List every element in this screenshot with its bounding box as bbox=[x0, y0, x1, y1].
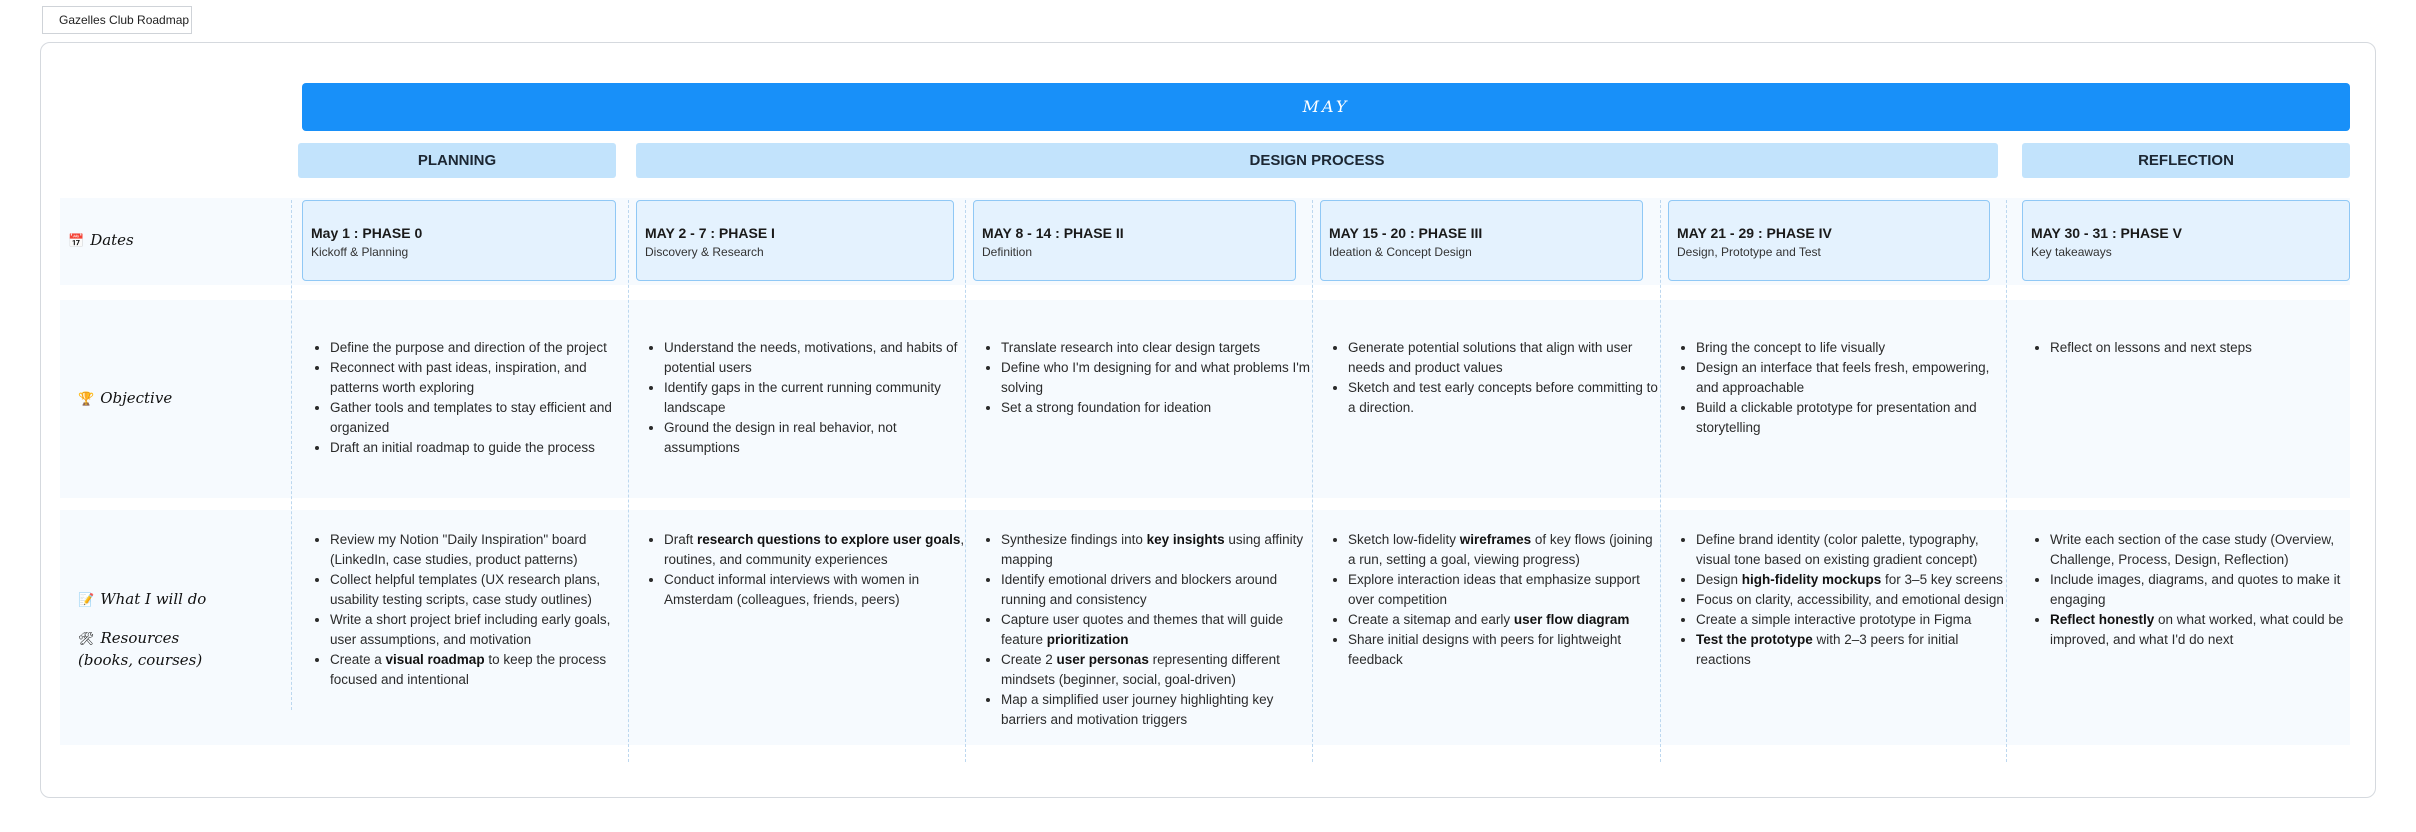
tasks-list-5 bbox=[2032, 530, 2365, 650]
task-item: • Draft research questions to explore user goals, routines, and community experiences bbox=[664, 530, 969, 570]
objective-item: • Gather tools and templates to stay efficient and organized bbox=[330, 398, 630, 438]
phase-group-design-process: DESIGN PROCESS bbox=[636, 143, 1998, 178]
objective-item: • Ground the design in real behavior, not assumptions bbox=[664, 418, 969, 458]
objective-item: • Set a strong foundation for ideation bbox=[1001, 398, 1311, 418]
task-item: • Write a short project brief including early goals, user assumptions, and motivation bbox=[330, 610, 630, 650]
phase-card-3[interactable] bbox=[1320, 200, 1643, 281]
task-item: • Write each section of the case study (Overview, Challenge, Process, Design, Reflection) bbox=[2050, 530, 2365, 570]
phase-title: MAY 2 - 7 : PHASE I bbox=[645, 225, 775, 241]
task-item: • Map a simplified user journey highlighting key barriers and motivation triggers bbox=[1001, 690, 1311, 730]
row-label-resources bbox=[78, 628, 202, 670]
what-label: What I will do bbox=[100, 590, 207, 608]
memo-icon: 📝 bbox=[78, 593, 95, 608]
task-item: • Explore interaction ideas that emphasize support over competition bbox=[1348, 570, 1658, 610]
phase-title: MAY 30 - 31 : PHASE V bbox=[2031, 225, 2182, 241]
task-item: • Design high-fidelity mockups for 3–5 key screens bbox=[1696, 570, 2006, 590]
tasks-list-2 bbox=[983, 530, 1311, 730]
column-divider bbox=[965, 200, 966, 762]
row-label-dates bbox=[68, 231, 134, 249]
objective-item: • Design an interface that feels fresh, empowering, and approachable bbox=[1696, 358, 2006, 398]
objective-item: • Reconnect with past ideas, inspiration, and patterns worth exploring bbox=[330, 358, 630, 398]
dates-label: Dates bbox=[90, 231, 134, 249]
task-item: • Identify emotional drivers and blockers around running and consistency bbox=[1001, 570, 1311, 610]
trophy-icon: 🏆 bbox=[78, 392, 95, 407]
phase-title: MAY 21 - 29 : PHASE IV bbox=[1677, 225, 1832, 241]
objectives-list-3 bbox=[1330, 338, 1658, 418]
task-item: • Collect helpful templates (UX research plans, usability testing scripts, case study outlines) bbox=[330, 570, 630, 610]
tasks-list-0 bbox=[312, 530, 630, 690]
phase-title: May 1 : PHASE 0 bbox=[311, 225, 423, 241]
phase-subtitle: Definition bbox=[982, 245, 1033, 259]
column-divider bbox=[1312, 200, 1313, 762]
objectives-list-4 bbox=[1678, 338, 2006, 438]
task-item: • Include images, diagrams, and quotes to make it engaging bbox=[2050, 570, 2365, 610]
objectives-list-2 bbox=[983, 338, 1311, 418]
phase-card-2[interactable] bbox=[973, 200, 1296, 281]
phase-card-1[interactable] bbox=[636, 200, 954, 281]
objective-item: • Translate research into clear design targets bbox=[1001, 338, 1311, 358]
objective-label: Objective bbox=[100, 389, 173, 407]
phase-subtitle: Kickoff & Planning bbox=[311, 245, 409, 259]
tools-icon: 🛠 bbox=[78, 632, 95, 647]
objective-item: • Sketch and test early concepts before committing to a direction. bbox=[1348, 378, 1658, 418]
task-item: • Create a sitemap and early user flow diagram bbox=[1348, 610, 1658, 630]
phase-subtitle: Key takeaways bbox=[2031, 245, 2112, 259]
task-item: • Test the prototype with 2–3 peers for initial reactions bbox=[1696, 630, 2006, 670]
objective-item: • Understand the needs, motivations, and habits of potential users bbox=[664, 338, 969, 378]
objective-item: • Draft an initial roadmap to guide the process bbox=[330, 438, 630, 458]
task-item: • Create 2 user personas representing different mindsets (beginner, social, goal-driven) bbox=[1001, 650, 1311, 690]
phase-subtitle: Discovery & Research bbox=[645, 245, 764, 259]
phase-group-reflection: REFLECTION bbox=[2022, 143, 2350, 178]
task-item: • Sketch low-fidelity wireframes of key flows (joining a run, setting a goal, viewing progress) bbox=[1348, 530, 1658, 570]
column-divider bbox=[1660, 200, 1661, 762]
task-item: • Share initial designs with peers for lightweight feedback bbox=[1348, 630, 1658, 670]
objective-item: • Build a clickable prototype for presentation and storytelling bbox=[1696, 398, 2006, 438]
task-item: • Synthesize findings into key insights using affinity mapping bbox=[1001, 530, 1311, 570]
frame-label[interactable]: Gazelles Club Roadmap bbox=[42, 6, 192, 34]
phase-card-0[interactable] bbox=[302, 200, 616, 281]
objectives-list-1 bbox=[646, 338, 969, 458]
phase-subtitle: Design, Prototype and Test bbox=[1677, 245, 1821, 259]
row-label-what bbox=[78, 590, 206, 608]
column-divider bbox=[291, 200, 292, 710]
resources-label: Resources bbox=[100, 629, 180, 647]
task-item: • Review my Notion "Daily Inspiration" board (LinkedIn, case studies, product patterns) bbox=[330, 530, 630, 570]
phase-title: MAY 8 - 14 : PHASE II bbox=[982, 225, 1124, 241]
objective-item: • Define who I'm designing for and what problems I'm solving bbox=[1001, 358, 1311, 398]
task-item: • Reflect honestly on what worked, what could be improved, and what I'd do next bbox=[2050, 610, 2365, 650]
objective-item: • Define the purpose and direction of the project bbox=[330, 338, 630, 358]
phase-title: MAY 15 - 20 : PHASE III bbox=[1329, 225, 1483, 241]
objective-item: • Identify gaps in the current running community landscape bbox=[664, 378, 969, 418]
objective-item: • Generate potential solutions that align with user needs and product values bbox=[1348, 338, 1658, 378]
column-divider bbox=[2006, 200, 2007, 762]
month-header: MAY bbox=[302, 83, 2350, 131]
phase-card-5[interactable] bbox=[2022, 200, 2350, 281]
tasks-list-4 bbox=[1678, 530, 2006, 670]
phase-group-planning: PLANNING bbox=[298, 143, 616, 178]
task-item: • Define brand identity (color palette, typography, visual tone based on existing gradient concept) bbox=[1696, 530, 2006, 570]
row-label-objective bbox=[78, 389, 172, 407]
phase-card-4[interactable] bbox=[1668, 200, 1990, 281]
tasks-list-3 bbox=[1330, 530, 1658, 670]
phase-subtitle: Ideation & Concept Design bbox=[1329, 245, 1472, 259]
task-item: • Conduct informal interviews with women in Amsterdam (colleagues, friends, peers) bbox=[664, 570, 969, 610]
objectives-list-0 bbox=[312, 338, 630, 458]
objective-item: • Bring the concept to life visually bbox=[1696, 338, 2006, 358]
calendar-icon: 📅 bbox=[68, 234, 85, 249]
resources-sublabel: (books, courses) bbox=[78, 651, 203, 669]
task-item: • Create a simple interactive prototype in Figma bbox=[1696, 610, 2006, 630]
task-item: • Create a visual roadmap to keep the process focused and intentional bbox=[330, 650, 630, 690]
objective-item: • Reflect on lessons and next steps bbox=[2050, 338, 2365, 358]
task-item: • Capture user quotes and themes that will guide feature prioritization bbox=[1001, 610, 1311, 650]
task-item: • Focus on clarity, accessibility, and emotional design bbox=[1696, 590, 2006, 610]
objectives-list-5 bbox=[2032, 338, 2365, 358]
tasks-list-1 bbox=[646, 530, 969, 610]
